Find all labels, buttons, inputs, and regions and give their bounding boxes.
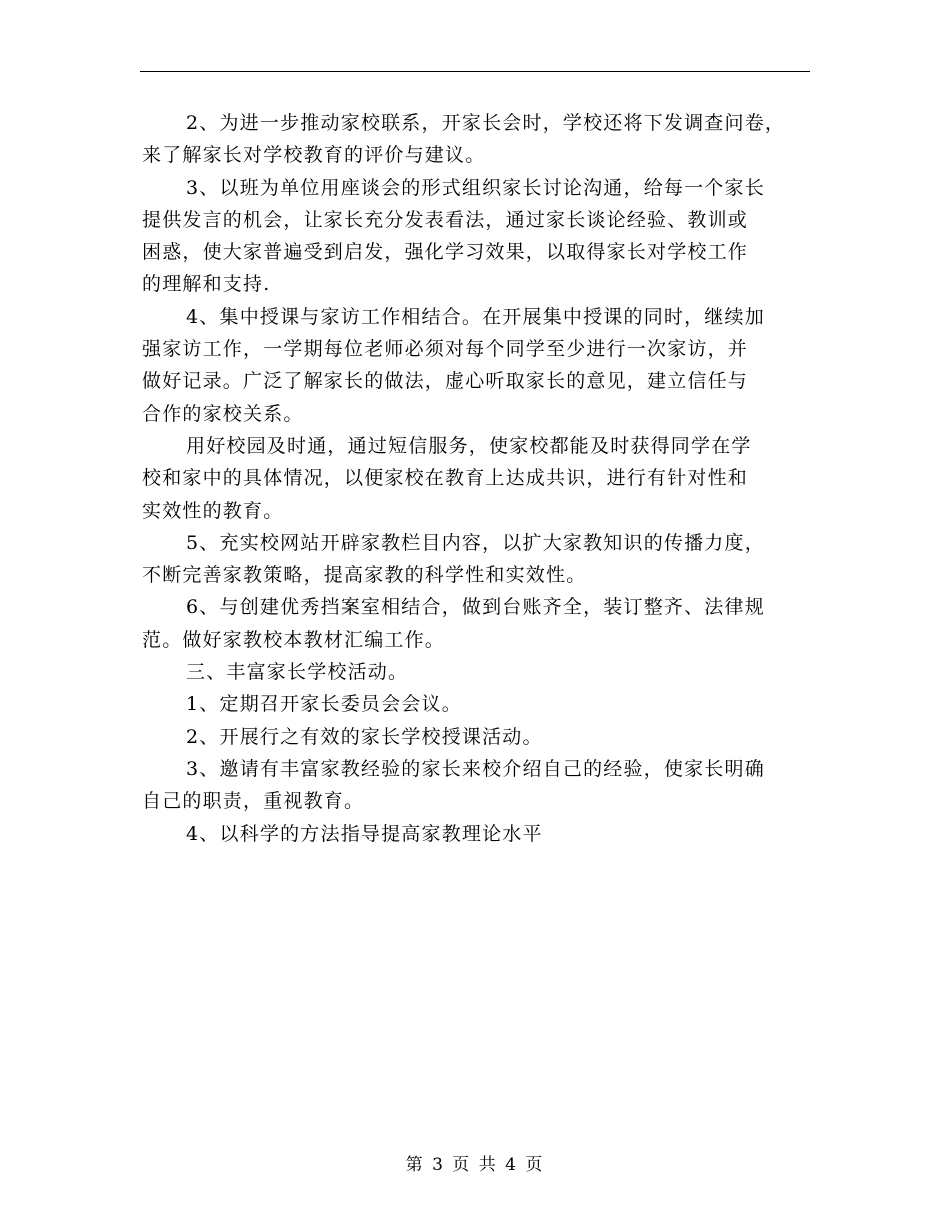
- paragraph-line: 6、与创建优秀挡案室相结合，做到台账齐全，装订整齐、法律规: [186, 596, 765, 619]
- paragraph: [142, 818, 814, 850]
- paragraph-line: 不断完善家教策略，提高家教的科学性和实效性。: [142, 564, 587, 587]
- paragraph: [142, 656, 814, 688]
- paragraph-line: 的理解和支持.: [142, 273, 271, 296]
- paragraph: [142, 688, 814, 720]
- paragraph-line: 2、为进一步推动家校联系，开家长会时，学校还将下发调查问卷，: [186, 112, 786, 134]
- paragraph: [142, 301, 814, 430]
- paragraph: [142, 753, 814, 818]
- page-number-footer: 第 3 页 共 4 页: [405, 1155, 545, 1175]
- paragraph-line: 三、丰富家长学校活动。: [186, 661, 409, 684]
- paragraph-line: 1、定期召开家长委员会会议。: [186, 693, 462, 716]
- paragraph-line: 2、开展行之有效的家长学校授课活动。: [186, 725, 543, 748]
- paragraph-line: 5、充实校网站开辟家教栏目内容，以扩大家教知识的传播力度，: [186, 531, 765, 554]
- paragraph-line: 校和家中的具体情况，以便家校在教育上达成共识，进行有针对性和: [142, 467, 749, 490]
- paragraph-line: 提供发言的机会，让家长充分发表看法，通过家长谈论经验、教训或: [142, 208, 749, 231]
- paragraph-line: 来了解家长对学校教育的评价与建议。: [142, 144, 486, 167]
- paragraph: [142, 527, 814, 592]
- paragraph-line: 强家访工作，一学期每位老师必须对每个同学至少进行一次家访，并: [142, 338, 749, 361]
- paragraph: [142, 591, 814, 656]
- paragraph-line: 合作的家校关系。: [142, 402, 304, 425]
- paragraph-line: 困惑，使大家普遍受到启发，强化学习效果，以取得家长对学校工作: [142, 241, 749, 264]
- paragraph: [142, 172, 814, 301]
- paragraph: [142, 721, 814, 753]
- paragraph: [142, 107, 814, 172]
- paragraph-line: 范。做好家教校本教材汇编工作。: [142, 628, 446, 651]
- paragraph-line: 3、以班为单位用座谈会的形式组织家长讨论沟通，给每一个家长: [186, 176, 765, 199]
- header-rule: [140, 71, 810, 72]
- paragraph-line: 3、邀请有丰富家教经验的家长来校介绍自己的经验，使家长明确: [186, 757, 765, 780]
- document-body: [142, 107, 814, 850]
- paragraph-line: 实效性的教育。: [142, 499, 284, 522]
- paragraph-line: 4、以科学的方法指导提高家教理论水平: [186, 822, 543, 845]
- paragraph-line: 用好校园及时通，通过短信服务，使家校都能及时获得同学在学: [186, 434, 752, 457]
- paragraph-line: 自己的职责，重视教育。: [142, 790, 365, 813]
- paragraph-line: 4、集中授课与家访工作相结合。在开展集中授课的同时，继续加: [186, 305, 765, 328]
- paragraph: [142, 430, 814, 527]
- paragraph-line: 做好记录。广泛了解家长的做法，虚心听取家长的意见，建立信任与: [142, 370, 749, 393]
